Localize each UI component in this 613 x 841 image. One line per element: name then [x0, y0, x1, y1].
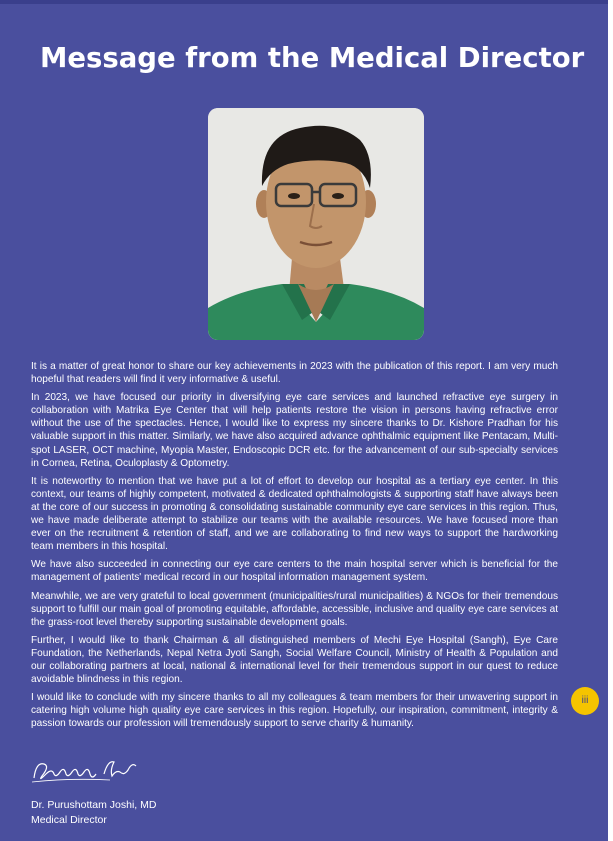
paragraph-6: Further, I would like to thank Chairman & all distinguished members of Mechi Eye Hospital (Sangh), Eye Care Foundation, the Netherlands, Nepal Netra Jyoti Sangh, Social Welfare Council, Ministry of Health & Population and our collaborating partners at local, national & international level for their tremendous support in our quest to reduce avoidable blindness in this region. — [31, 634, 558, 686]
paragraph-1: It is a matter of great honor to share our key achievements in 2023 with the publication of this report. I am very much hopeful that readers will find it very informative & useful. — [31, 361, 558, 386]
paragraph-3: It is noteworthy to mention that we have put a lot of effort to develop our hospital as a tertiary eye center. In this context, our teams of highly competent, motivated & dedicated ophthalmologists & supporting staff have always been at the core of our success in promoting & consolidating sustainable community eye care services in this region. Thus, we have made deliberate attempt to stabilize our teams with the available resources. We have focused more than ever on the recruitment & retention of staff, and we are collaborating to find new ways to support the hardworking team members in this hospital. — [31, 475, 558, 553]
paragraph-5: Meanwhile, we are very grateful to local government (municipalities/rural municipalities) & NGOs for their tremendous support to fulfill our main goal of promoting equitable, affordable, accessible, inclusive and quality eye care services at the grass-root level thereby supporting sustainable development goals. — [31, 590, 558, 628]
paragraph-2: In 2023, we have focused our priority in diversifying eye care services and launched refractive eye surgery in collaboration with Matrika Eye Center that will help patients restore the vision in persons having refractive error without the use of the spectacles. Hence, I would like to express my sincere thanks to Dr. Kishore Pradhan for his valuable support in this matter. Similarly, we have also acquired advance ophthalmic equipment like Pentacam, Multi-spot LASER, OCT machine, Myopia Master, Endoscopic DCR etc. for the advancement of our sub-specialty services in Cornea, Retina, Oculoplasty & Optometry. — [31, 392, 558, 469]
signatory-name: Dr. Purushottam Joshi, MD — [31, 799, 157, 811]
message-body — [31, 360, 558, 735]
paragraph-4: We have also succeeded in connecting our eye care centers to the main hospital server which is beneficial for the management of patients' medical record in our hospital information management system. — [31, 559, 558, 584]
page-title: Message from the Medical Director — [40, 42, 585, 74]
signatory-role: Medical Director — [31, 814, 107, 826]
director-portrait — [208, 108, 424, 340]
page-number-badge: iii — [571, 687, 599, 715]
paragraph-7: I would like to conclude with my sincere thanks to all my colleagues & team members for their unwavering support in catering high volume high quality eye care services in this region. Hopefully, our inspiration, commitment, integrity & passion towards our profession will tremendously support to serve charity & humanity. — [31, 692, 558, 730]
signature — [30, 752, 140, 788]
